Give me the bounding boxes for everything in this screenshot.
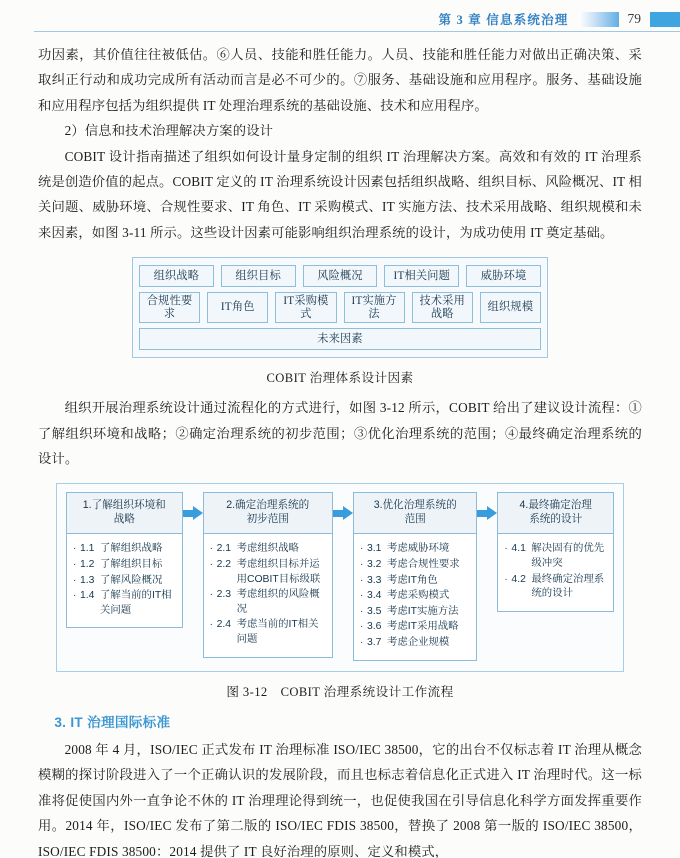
flow-step-1-header-line-1: 1.了解组织环境和 [82, 499, 166, 512]
flow-item-text: 了解当前的IT相关问题 [100, 590, 172, 616]
design-factor-box: 威胁环境 [466, 265, 541, 287]
paragraph-cobit-design-guide: COBIT 设计指南描述了组织如何设计量身定制的组织 IT 治理解决方案。高效和有效的 IT 治理系统是创造价值的起点。COBIT 定义的 IT 治理系统设计因素包括组织战略、组织目标、风险概况、IT 相关问题、威胁环境、合规性要求、IT 角色、IT 采购模式、IT 实施方法、技术采用战略、组织规模和未来因素，如图 3-11 所示。这些设计因素可能影响组织治理系统的设计，为成功使用 IT 奠定基础。 [38, 148, 642, 240]
flow-item-number: 1.4 [80, 590, 95, 602]
flow-item-number: 3.2 [366, 559, 382, 571]
design-factor-box: IT相关问题 [384, 265, 459, 287]
flow-item [210, 588, 328, 617]
design-factor-box: 组织战略 [139, 265, 214, 287]
page-number: 79 [627, 11, 641, 26]
flow-item [360, 589, 472, 604]
flow-step-3-header-line-2: 范围 [404, 512, 426, 525]
flow-step-4 [497, 492, 614, 611]
header-divider [34, 31, 680, 32]
flow-arrow-cell-2 [333, 492, 353, 520]
design-factor-box: 风险概况 [303, 265, 378, 287]
flow-item-text: 考虑组织战略 [236, 543, 299, 555]
paragraph-design-workflow: 组织开展治理系统设计通过流程化的方式进行，如图 3-12 所示，COBIT 给出了建议设计流程：①了解组织环境和战略；②确定治理系统的初步范围；③优化治理系统的范围；④最终确定治理系统的设计。 [38, 400, 642, 467]
flow-item-number: 3.3 [366, 574, 382, 586]
flow-arrow-cell-3 [477, 492, 497, 520]
flow-item-text: 解决固有的优先级冲突 [531, 543, 605, 570]
flow-step-2-header-line-2: 初步范围 [246, 512, 289, 525]
flow-step-4-header [498, 493, 613, 534]
bullet-icon: · [209, 559, 213, 571]
flow-item-text: 考虑企业规模 [386, 637, 450, 649]
flow-item [73, 589, 178, 618]
arrow-head [343, 506, 353, 520]
flow-item-number: 1.2 [80, 559, 95, 571]
page-header [0, 0, 680, 36]
design-factor-box: 合规性要求 [139, 292, 200, 323]
flow-item-text: 考虑组织目标并运用COBIT目标级联 [236, 559, 321, 585]
flow-item [73, 558, 178, 573]
flow-item-text: 考虑IT角色 [386, 574, 438, 586]
design-factor-box [412, 292, 473, 323]
flow-item-number: 3.5 [366, 605, 382, 617]
bullet-icon: · [209, 543, 213, 555]
flow-item-text: 考虑当前的IT相关问题 [236, 619, 319, 646]
arrow-right-icon [477, 506, 497, 520]
arrow-right-icon [333, 506, 353, 520]
flow-step-4-header-line-2: 系统的设计 [529, 512, 583, 525]
bullet-icon: · [73, 590, 77, 602]
flow-item-number: 2.2 [216, 559, 232, 571]
flow-item-number: 3.6 [366, 621, 382, 633]
flow-step-2-items [204, 534, 332, 656]
design-factor-box: IT角色 [207, 292, 268, 323]
flow-item [210, 558, 328, 587]
chapter-title: 第 3 章 信息系统治理 [438, 13, 569, 27]
figure-312-design-workflow [56, 483, 624, 671]
flow-item-number: 3.4 [366, 590, 382, 602]
flow-item [210, 618, 328, 647]
design-factor-line-2: 战略 [430, 307, 454, 320]
bullet-icon: · [73, 543, 77, 555]
flow-item [73, 574, 178, 589]
header-gradient-bar [579, 12, 619, 27]
flow-item-number: 3.7 [366, 637, 382, 649]
figure-312-caption: 图 3-12 COBIT 治理系统设计工作流程 [226, 684, 454, 699]
bullet-icon: · [209, 589, 213, 601]
paragraph-success-factors: 功因素，其价值往往被低估。⑥人员、技能和胜任能力。人员、技能和胜任能力对做出正确决策、采取纠正行动和成功完成所有活动而言是必不可少的。⑦服务、基础设施和应用程序。服务、基础设施和应用程序包括为组织提供 IT 处理治理系统的基础设施、技术和应用程序。 [38, 47, 642, 113]
figure-311-row-1 [139, 265, 541, 287]
flow-item-text: 考虑组织的风险概况 [236, 589, 320, 615]
bullet-icon: · [359, 621, 364, 633]
figure-311-design-factors [132, 257, 548, 358]
flow-item-text: 了解风险概况 [100, 574, 163, 586]
bullet-icon: · [359, 574, 364, 586]
flow-item-number: 1.3 [80, 574, 95, 586]
flow-step-3-header-line-1: 3.优化治理系统的 [373, 499, 457, 512]
figure-312-wrapper [38, 483, 642, 671]
arrow-head [193, 506, 203, 520]
flow-step-2-header-line-1: 2.确定治理系统的 [226, 499, 310, 512]
arrow-head [487, 506, 497, 520]
bullet-icon: · [504, 573, 508, 585]
figure-311-row-2 [139, 292, 541, 323]
flow-step-4-header-line-1: 4.最终确定治理 [519, 499, 592, 512]
flow-step-3 [353, 492, 477, 660]
design-factor-box: IT实施方法 [344, 292, 405, 323]
flow-item-text: 考虑采购模式 [386, 590, 450, 602]
arrow-right-icon [183, 506, 203, 520]
header-accent-bar [650, 12, 680, 27]
flow-item-text: 了解组织目标 [100, 559, 163, 571]
flow-item [73, 542, 178, 557]
flow-item [360, 542, 472, 557]
flow-step-3-header [354, 493, 476, 534]
flow-item-number: 4.1 [511, 543, 526, 555]
flow-item [360, 605, 472, 620]
flow-item [360, 574, 472, 589]
bullet-icon: · [73, 559, 77, 571]
flow-step-1-items [67, 534, 182, 627]
design-factor-box: 组织目标 [221, 265, 296, 287]
flow-step-1-header-line-2: 战略 [113, 512, 135, 525]
bullet-icon: · [359, 637, 364, 649]
figure-311-row-3 [139, 328, 541, 350]
flow-item-text: 考虑威胁环境 [386, 543, 450, 555]
flow-item-text: 最终确定治理系统的设计 [531, 573, 605, 600]
paragraph-section-heading-2: 2）信息和技术治理解决方案的设计 [64, 123, 274, 139]
flow-step-1-header [67, 493, 182, 534]
flow-item-number: 2.1 [216, 543, 232, 555]
flow-item-text: 考虑IT采用战略 [386, 621, 459, 633]
flow-item [504, 542, 609, 571]
design-factor-box: IT采购模式 [275, 292, 336, 323]
flow-item [360, 636, 472, 651]
flow-step-1 [66, 492, 183, 628]
flow-item [504, 573, 609, 602]
flow-item-text: 了解组织战略 [100, 543, 163, 555]
figure-311-caption: COBIT 治理体系设计因素 [266, 371, 414, 386]
flow-item-number: 3.1 [366, 543, 382, 555]
bullet-icon: · [359, 543, 364, 555]
bullet-icon: · [359, 605, 364, 617]
bullet-icon: · [359, 559, 364, 571]
flow-item [360, 558, 472, 573]
flow-step-2 [203, 492, 333, 657]
flow-item [360, 620, 472, 635]
bullet-icon: · [504, 543, 508, 555]
design-factor-box-future: 未来因素 [139, 328, 541, 350]
header-content [438, 9, 680, 29]
flow-item-text: 考虑IT实施方法 [386, 605, 459, 617]
flow-step-3-items [354, 534, 476, 659]
design-factor-line-1: 技术采用 [419, 295, 466, 308]
flow-item-number: 2.3 [216, 589, 232, 601]
flow-item-number: 2.4 [216, 619, 232, 631]
flow-item-number: 4.2 [511, 573, 526, 585]
figure-311-wrapper [38, 257, 642, 358]
flow-arrow-cell-1 [183, 492, 203, 520]
paragraph-iso-iec-38500: 2008 年 4 月，ISO/IEC 正式发布 IT 治理标准 ISO/IEC 38500，它的出台不仅标志着 IT 治理从概念模糊的探讨阶段进入了一个正确认识的发展阶段，而且也标志着信息化正式进入 IT 治理时代。这一标准将促使国内外一直争论不休的 IT 治理理论得到统一，也促使我国在引导信息化科学方面发挥重要作用。2014 年，ISO/IEC 发布了第二版的 ISO/IEC FDIS 38500，替换了 2008 第一版的 ISO/IEC 38500，ISO/IEC FDIS 38500：2014 提供了 IT 良好治理的原则、定义和模式， [38, 742, 642, 858]
flow-step-2-header [204, 493, 332, 534]
flow-step-4-items [498, 534, 613, 610]
page-content [38, 42, 642, 858]
flow-item [210, 542, 328, 557]
bullet-icon: · [359, 590, 364, 602]
bullet-icon: · [73, 574, 77, 586]
design-factor-box: 组织规模 [480, 292, 541, 323]
heading-it-governance-standards: 3. IT 治理国际标准 [54, 714, 171, 730]
flow-item-text: 考虑合规性要求 [386, 559, 460, 571]
flow-item-number: 1.1 [80, 543, 95, 555]
bullet-icon: · [209, 619, 213, 631]
